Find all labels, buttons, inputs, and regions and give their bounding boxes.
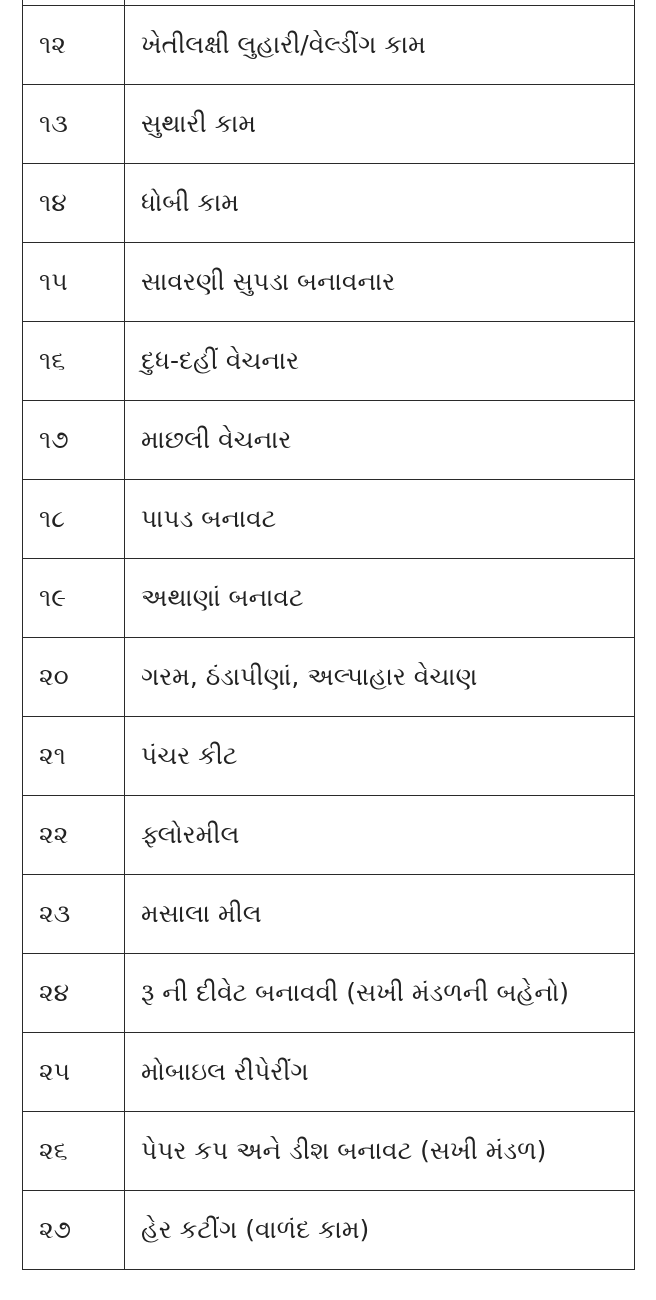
row-number: ૧૪ bbox=[23, 164, 125, 243]
trade-name: મસાલા મીલ bbox=[125, 875, 635, 954]
table-row bbox=[23, 638, 635, 717]
row-number: ૨૦ bbox=[23, 638, 125, 717]
trade-name: ખેતીલક્ષી લુહારી/વેલ્ડીંગ કામ bbox=[125, 6, 635, 85]
table-row bbox=[23, 401, 635, 480]
schemes-table bbox=[22, 0, 635, 1270]
row-number: ૨૩ bbox=[23, 875, 125, 954]
table-row bbox=[23, 243, 635, 322]
row-number: ૨૫ bbox=[23, 1033, 125, 1112]
table-row bbox=[23, 796, 635, 875]
table-row bbox=[23, 1191, 635, 1270]
row-number: ૧૩ bbox=[23, 85, 125, 164]
trade-name: ગરમ, ઠંડાપીણાં, અલ્પાહાર વેચાણ bbox=[125, 638, 635, 717]
table-row bbox=[23, 480, 635, 559]
trade-name: પાપડ બનાવટ bbox=[125, 480, 635, 559]
trade-name: મોબાઇલ રીપેરીંગ bbox=[125, 1033, 635, 1112]
row-number: ૧૫ bbox=[23, 243, 125, 322]
row-number: ૧૨ bbox=[23, 6, 125, 85]
row-number: ૧૭ bbox=[23, 401, 125, 480]
table-row bbox=[23, 954, 635, 1033]
row-number: ૧૬ bbox=[23, 322, 125, 401]
trade-name: અથાણાં બનાવટ bbox=[125, 559, 635, 638]
row-number: ૨૧ bbox=[23, 717, 125, 796]
trade-name: ધોબી કામ bbox=[125, 164, 635, 243]
table-row bbox=[23, 85, 635, 164]
row-number: ૨૬ bbox=[23, 1112, 125, 1191]
table-row bbox=[23, 164, 635, 243]
table-row bbox=[23, 322, 635, 401]
trade-name: હેર કટીંગ (વાળંદ કામ) bbox=[125, 1191, 635, 1270]
trade-name: પંચર કીટ bbox=[125, 717, 635, 796]
table-body bbox=[23, 0, 635, 1270]
trade-name: ફ્લોરમીલ bbox=[125, 796, 635, 875]
trade-name: સુથારી કામ bbox=[125, 85, 635, 164]
trade-name: દુધ-દહીં વેચનાર bbox=[125, 322, 635, 401]
trade-name: પેપર કપ અને ડીશ બનાવટ (સખી મંડળ) bbox=[125, 1112, 635, 1191]
row-number: ૧૮ bbox=[23, 480, 125, 559]
trade-name: રૂ ની દીવેટ બનાવવી (સખી મંડળની બહેનો) bbox=[125, 954, 635, 1033]
table-row bbox=[23, 717, 635, 796]
table-row bbox=[23, 559, 635, 638]
row-number: ૧૯ bbox=[23, 559, 125, 638]
table-row bbox=[23, 1033, 635, 1112]
row-number: ૨૭ bbox=[23, 1191, 125, 1270]
table-row bbox=[23, 1112, 635, 1191]
trade-name: સાવરણી સુપડા બનાવનાર bbox=[125, 243, 635, 322]
row-number: ૨૪ bbox=[23, 954, 125, 1033]
table-row bbox=[23, 6, 635, 85]
table-row bbox=[23, 875, 635, 954]
trade-name: માછલી વેચનાર bbox=[125, 401, 635, 480]
row-number: ૨૨ bbox=[23, 796, 125, 875]
